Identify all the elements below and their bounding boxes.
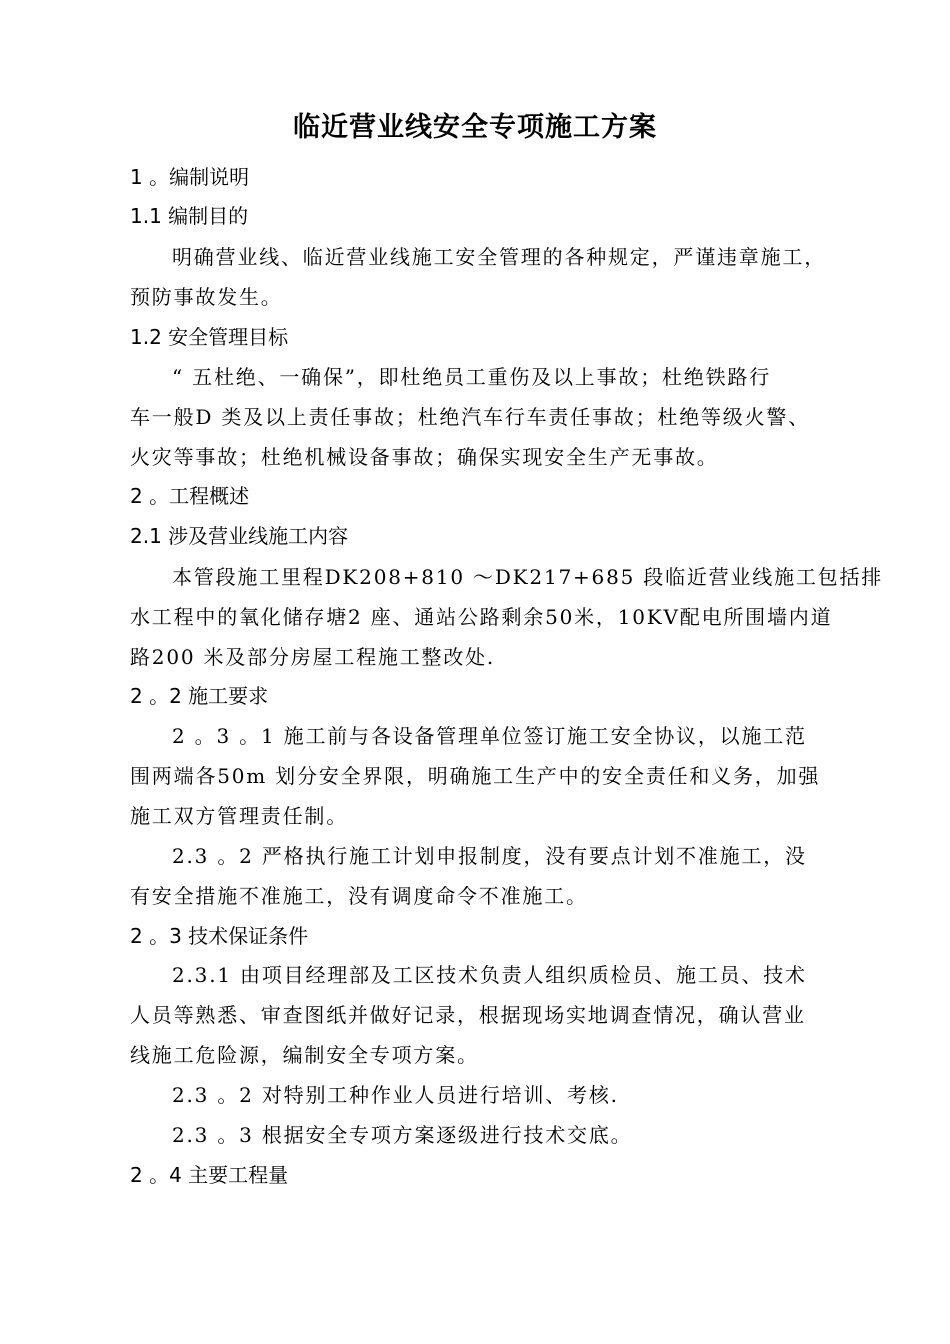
paragraph — [130, 1115, 835, 1155]
paragraph-line: 人员等熟悉、审查图纸并做好记录，根据现场实地调查情况，确认营业 — [130, 1003, 806, 1027]
paragraph-line: 2.3 。2 对特别工种作业人员进行培训、考核. — [172, 1083, 619, 1107]
paragraph — [130, 1075, 835, 1115]
paragraph-line: 有安全措施不准施工，没有调度命令不准施工。 — [130, 884, 588, 908]
subsection-heading: 1.1 编制目的 — [130, 204, 249, 228]
paragraph-line: 2.3 。2 严格执行施工计划申报制度，没有要点计划不准施工，没 — [172, 844, 807, 868]
subsection-heading: 2.1 涉及营业线施工内容 — [130, 524, 349, 548]
subsection-heading: 2 。2 施工要求 — [130, 684, 269, 708]
paragraph — [130, 357, 835, 477]
paragraph-line: 水工程中的氧化储存塘2 座、通站公路剩余50米，10KV配电所围墙内道 — [130, 605, 833, 629]
paragraph-line: 火灾等事故；杜绝机械设备事故；确保实现安全生产无事故。 — [130, 445, 719, 469]
section-heading: 1 。编制说明 — [130, 165, 250, 189]
paragraph — [130, 836, 835, 916]
paragraph-line: 路200 米及部分房屋工程施工整改处. — [130, 645, 496, 669]
paragraph-line: 围两端各50m 划分安全界限，明确施工生产中的安全责任和义务，加强 — [130, 764, 821, 788]
paragraph-line: 本管段施工里程DK208+810 ～DK217+685 段临近营业线施工包括排 — [172, 565, 884, 589]
paragraph-line: 2.3.1 由项目经理部及工区技术负责人组织质检员、施工员、技术 — [172, 963, 807, 987]
paragraph-line: 2.3 。3 根据安全专项方案逐级进行技术交底。 — [172, 1123, 633, 1147]
subsection-heading: 1.2 安全管理目标 — [130, 325, 289, 349]
paragraph — [130, 557, 884, 677]
paragraph-line: 车一般D 类及以上责任事故；杜绝汽车行车责任事故；杜绝等级火警、 — [130, 405, 810, 429]
paragraph — [130, 955, 835, 1075]
paragraph-line: 线施工危险源，编制安全专项方案。 — [130, 1043, 479, 1067]
paragraph-line: 明确营业线、临近营业线施工安全管理的各种规定，严谨违章施工， — [172, 245, 826, 269]
paragraph-line: 施工双方管理责任制。 — [130, 804, 348, 828]
document-title: 临近营业线安全专项施工方案 — [293, 112, 657, 143]
paragraph — [130, 716, 835, 836]
paragraph-line: “ 五杜绝、一确保”，即杜绝员工重伤及以上事故；杜绝铁路行 — [172, 365, 772, 389]
paragraph — [130, 237, 835, 317]
paragraph-line: 2 。3 。1 施工前与各设备管理单位签订施工安全协议，以施工范 — [172, 724, 807, 748]
subsection-heading: 2 。3 技术保证条件 — [130, 924, 309, 948]
subsection-heading: 2 。4 主要工程量 — [130, 1163, 289, 1187]
section-heading: 2 。工程概述 — [130, 484, 250, 508]
paragraph-line: 预防事故发生。 — [130, 285, 283, 309]
